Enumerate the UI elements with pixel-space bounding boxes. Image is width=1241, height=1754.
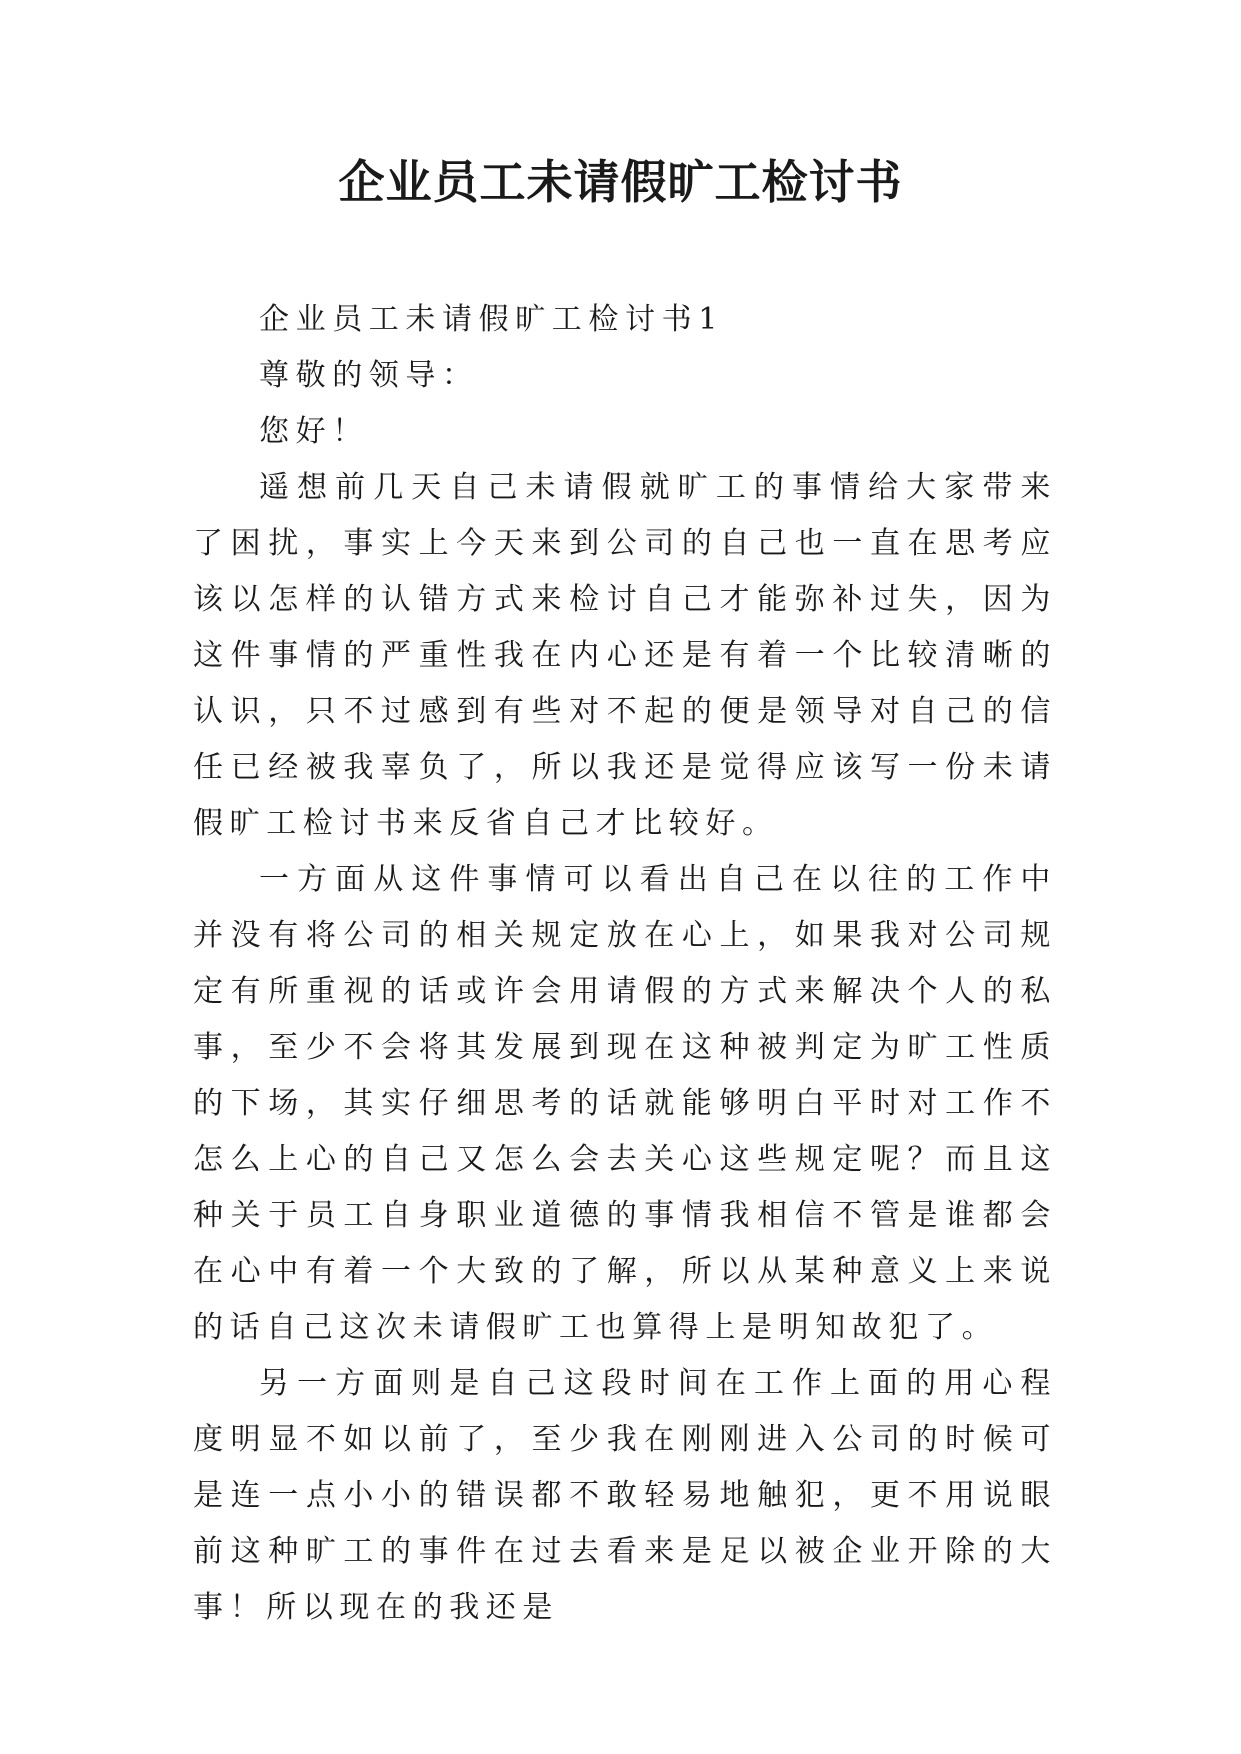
body-paragraph: 遥想前几天自己未请假就旷工的事情给大家带来了困扰，事实上今天来到公司的自己也一直在思考应该以怎样的认错方式来检讨自己才能弥补过失，因为这件事情的严重性我在内心还是有着一个比较清晰的认识，只不过感到有些对不起的便是领导对自己的信任已经被我辜负了，所以我还是觉得应该写一份未请假旷工检讨书来反省自己才比较好。 — [193, 470, 1057, 841]
body-paragraph: 一方面从这件事情可以看出自己在以往的工作中并没有将公司的相关规定放在心上，如果我对公司规定有所重视的话或许会用请假的方式来解决个人的私事，至少不会将其发展到现在这种被判定为旷工性质的下场，其实仔细思考的话就能够明白平时对工作不怎么上心的自己又怎么会去关心这些规定呢？而且这种关于员工自身职业道德的事情我相信不管是谁都会在心中有着一个大致的了解，所以从某种意义上来说的话自己这次未请假旷工也算得上是明知故犯了。 — [193, 862, 1057, 1345]
body-paragraph: 另一方面则是自己这段时间在工作上面的用心程度明显不如以前了，至少我在刚刚进入公司的时候可是连一点小小的错误都不敢轻易地触犯，更不用说眼前这种旷工的事件在过去看来是足以被企业开除的大事！所以现在的我还是 — [193, 1366, 1057, 1625]
document-body — [193, 292, 1057, 1636]
salutation-paragraph: 尊敬的领导： — [259, 358, 479, 393]
document-title: 企业员工未请假旷工检讨书 — [338, 155, 903, 209]
subtitle-paragraph: 企业员工未请假旷工检讨书1 — [259, 302, 724, 337]
greeting-paragraph: 您好！ — [259, 414, 369, 449]
